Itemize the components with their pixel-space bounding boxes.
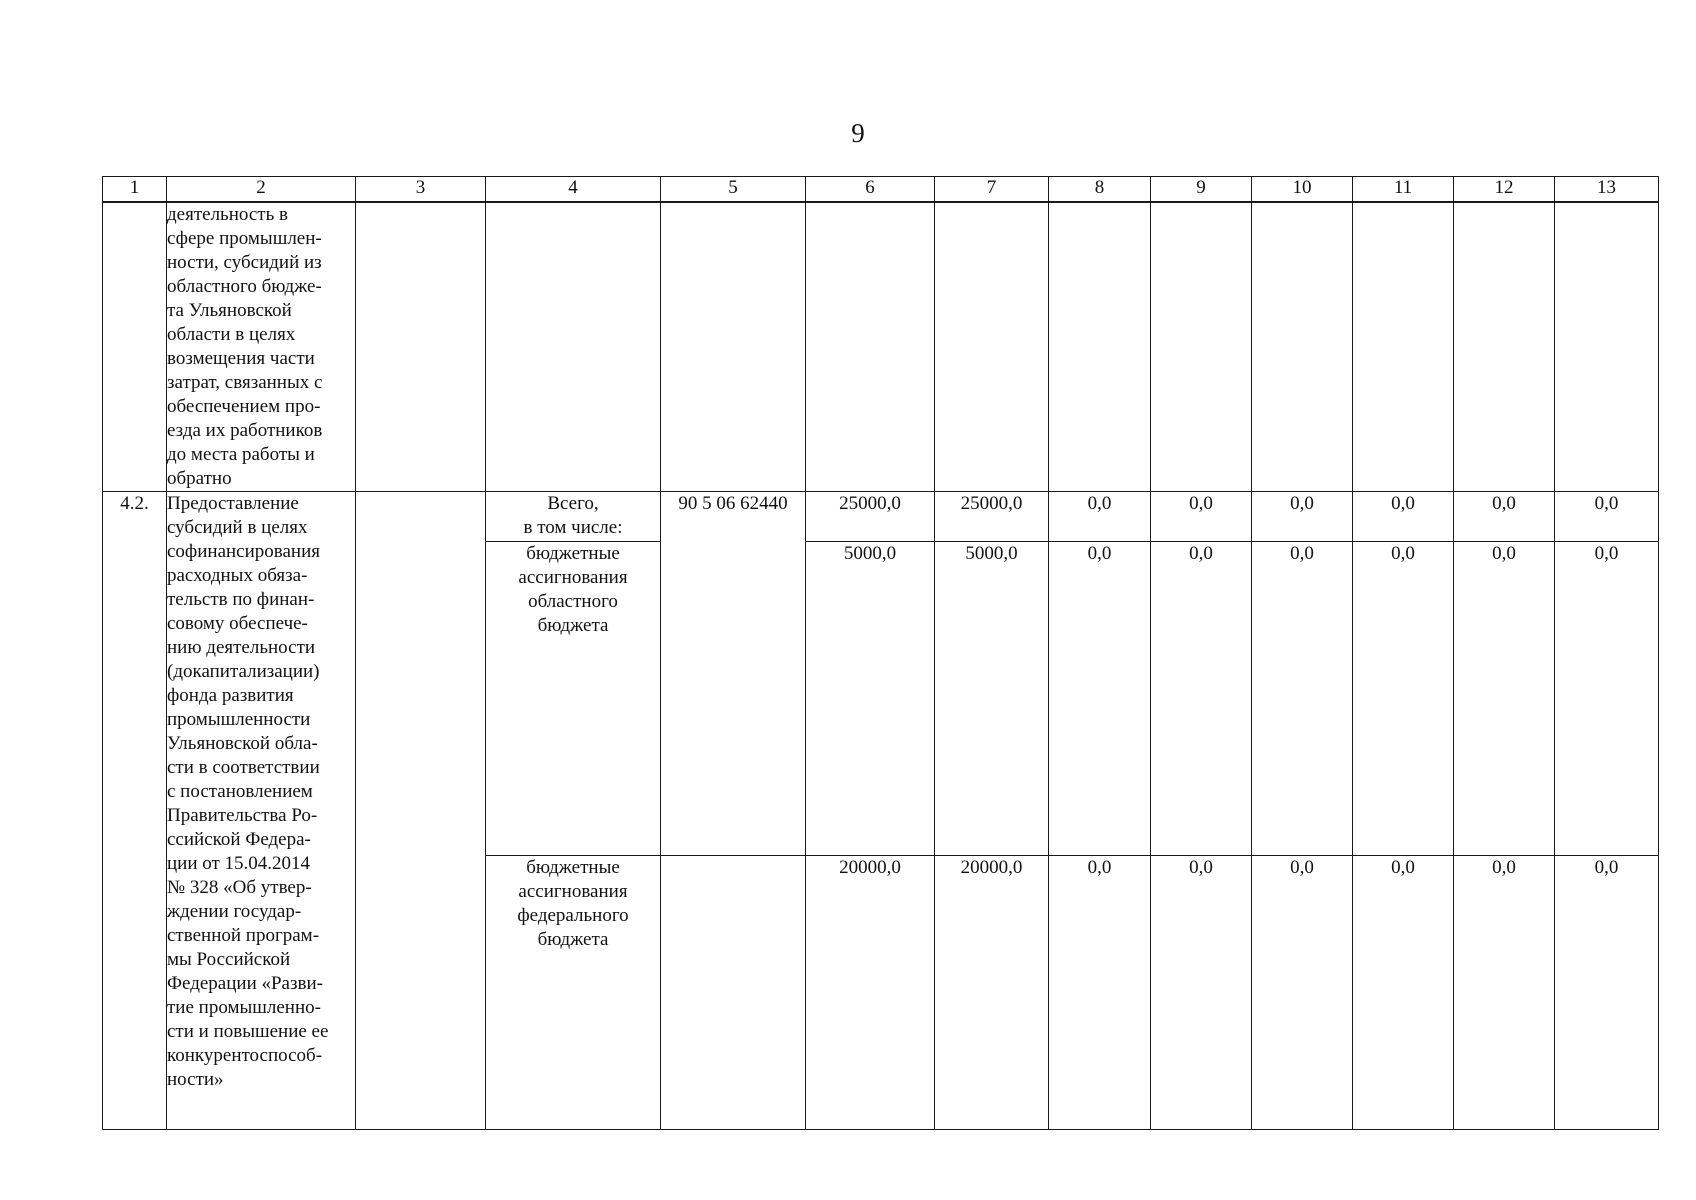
description-line: ссийской Федера- — [167, 829, 311, 850]
description-line: мы Российской — [167, 949, 291, 970]
code-cell — [661, 856, 806, 1130]
column-header: 9 — [1151, 177, 1252, 203]
source-line: бюджетные — [526, 857, 620, 878]
description-line: тие промышленно- — [167, 997, 321, 1018]
value-cell: 0,0 — [1049, 856, 1151, 1130]
source-line: ассигнования — [518, 881, 628, 902]
value-cell: 20000,0 — [935, 856, 1049, 1130]
source-line: в том числе: — [523, 517, 623, 538]
column-header: 7 — [935, 177, 1049, 203]
value-cell: 0,0 — [1151, 542, 1252, 856]
value-cell — [1151, 202, 1252, 492]
value-cell — [1353, 202, 1454, 492]
description-line: езда их работников — [167, 420, 323, 441]
budget-code: 90 5 06 62440 — [661, 492, 806, 856]
value-cell: 25000,0 — [806, 492, 935, 542]
value-cell: 0,0 — [1353, 542, 1454, 856]
description-line: фонда развития — [167, 685, 294, 706]
source-line: областного — [528, 591, 618, 612]
value-cell — [1454, 202, 1555, 492]
column-header: 4 — [486, 177, 661, 203]
description-line: возмещения части — [167, 348, 315, 369]
budget-table — [102, 176, 1659, 1130]
description-line: (докапитализации) — [167, 661, 320, 682]
description-line: сфере промышлен- — [167, 228, 322, 249]
description-line: промышленности — [167, 709, 311, 730]
value-cell: 0,0 — [1049, 542, 1151, 856]
value-cell: 20000,0 — [806, 856, 935, 1130]
value-cell: 0,0 — [1151, 492, 1252, 542]
value-cell: 0,0 — [1151, 856, 1252, 1130]
value-cell: 0,0 — [1555, 856, 1659, 1130]
value-cell: 0,0 — [1252, 492, 1353, 542]
description-line: конкурентоспособ- — [167, 1045, 323, 1066]
description-line: Предоставление — [167, 493, 299, 514]
source-line: бюджета — [537, 929, 609, 950]
description-line: субсидий в целях — [167, 517, 308, 538]
funding-source-regional — [486, 542, 661, 856]
source-line: федерального — [517, 905, 629, 926]
column-header: 2 — [167, 177, 356, 203]
value-cell — [1555, 202, 1659, 492]
description-line: обратно — [167, 468, 232, 489]
description-line: области в целях — [167, 324, 296, 345]
value-cell: 0,0 — [1353, 856, 1454, 1130]
description-line: ции от 15.04.2014 — [167, 853, 311, 874]
source-line: бюджетные — [526, 543, 620, 564]
column-header: 5 — [661, 177, 806, 203]
description-line: расходных обяза- — [167, 565, 308, 586]
column-header: 12 — [1454, 177, 1555, 203]
description-line: та Ульяновской — [167, 300, 292, 321]
description-line: сти и повышение ее — [167, 1021, 329, 1042]
description-line: ждении государ- — [167, 901, 302, 922]
description-line: Правительства Ро- — [167, 805, 318, 826]
description-line: Федерации «Разви- — [167, 973, 323, 994]
description-line: Ульяновской обла- — [167, 733, 318, 754]
source-cell — [486, 202, 661, 492]
description-line: сти в соответствии — [167, 757, 320, 778]
source-line: ассигнования — [518, 567, 628, 588]
value-cell: 0,0 — [1454, 492, 1555, 542]
value-cell: 0,0 — [1252, 856, 1353, 1130]
item-number: 4.2. — [103, 492, 167, 1130]
column-header: 10 — [1252, 177, 1353, 203]
source-line: Всего, — [547, 493, 599, 514]
column-header: 1 — [103, 177, 167, 203]
description-line: нию деятельности — [167, 637, 316, 658]
description-line: совому обеспече- — [167, 613, 308, 634]
value-cell — [1252, 202, 1353, 492]
column-header: 6 — [806, 177, 935, 203]
description-line: обеспечением про- — [167, 396, 321, 417]
description-line: № 328 «Об утвер- — [167, 877, 312, 898]
description-line: областного бюдже- — [167, 276, 322, 297]
description-line: тельств по финан- — [167, 589, 315, 610]
code-cell — [661, 202, 806, 492]
continuation-row — [103, 202, 1659, 492]
value-cell: 0,0 — [1555, 542, 1659, 856]
description-line: софинансирования — [167, 541, 321, 562]
funding-source-federal — [486, 856, 661, 1130]
value-cell — [935, 202, 1049, 492]
value-cell — [1049, 202, 1151, 492]
responsible-cell — [356, 492, 486, 1130]
value-cell: 0,0 — [1049, 492, 1151, 542]
funding-source-total — [486, 492, 661, 542]
description-line: ности» — [167, 1069, 224, 1090]
description-line: деятельность в — [167, 204, 288, 225]
description-line: с постановлением — [167, 781, 313, 802]
item-4-2-description — [167, 492, 356, 1130]
description-line: до места работы и — [167, 444, 315, 465]
column-number-row — [103, 177, 1659, 203]
item-number-cell — [103, 202, 167, 492]
description-line: ности, субсидий из — [167, 252, 322, 273]
value-cell: 0,0 — [1353, 492, 1454, 542]
value-cell: 0,0 — [1555, 492, 1659, 542]
value-cell: 0,0 — [1252, 542, 1353, 856]
value-cell: 5000,0 — [806, 542, 935, 856]
value-cell: 0,0 — [1454, 856, 1555, 1130]
responsible-cell — [356, 202, 486, 492]
description-line: ственной програм- — [167, 925, 320, 946]
continuation-description — [167, 202, 356, 492]
page-number: 9 — [851, 118, 865, 148]
item-4-2-total-row — [103, 492, 1659, 542]
description-line: затрат, связанных с — [167, 372, 323, 393]
value-cell: 5000,0 — [935, 542, 1049, 856]
value-cell: 0,0 — [1454, 542, 1555, 856]
value-cell: 25000,0 — [935, 492, 1049, 542]
column-header: 11 — [1353, 177, 1454, 203]
column-header: 13 — [1555, 177, 1659, 203]
column-header: 3 — [356, 177, 486, 203]
source-line: бюджета — [537, 615, 609, 636]
value-cell — [806, 202, 935, 492]
column-header: 8 — [1049, 177, 1151, 203]
